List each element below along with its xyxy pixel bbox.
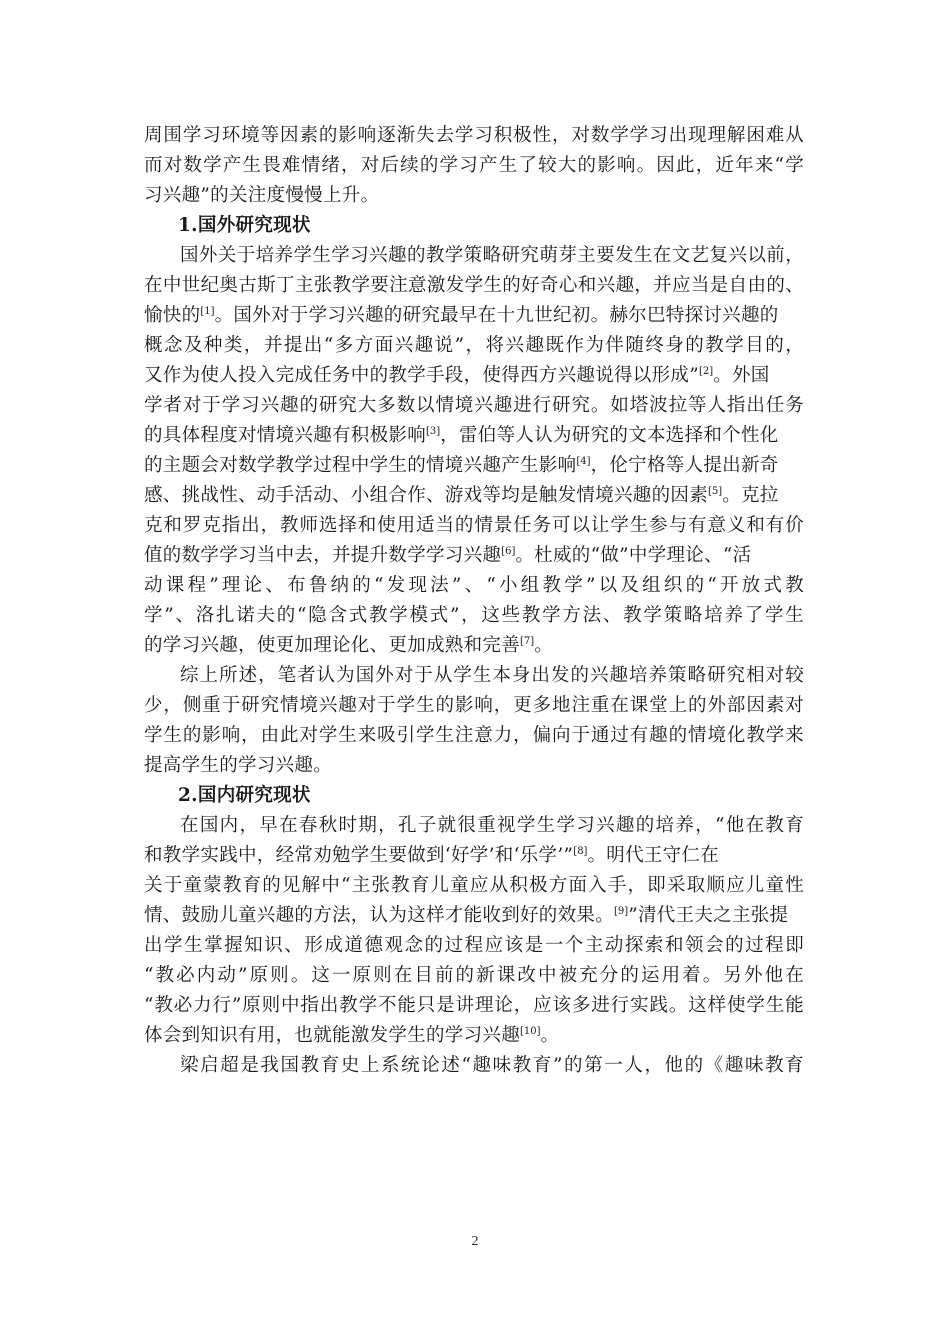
paragraph-line: 少，侧重于研究情境兴趣对于学生的影响，更多地注重在课堂上的外部因素对 <box>144 695 804 716</box>
text-run: 。明代王守仁在 <box>587 845 720 866</box>
paragraph-line: 学生的影响，由此对学生来吸引学生注意力，偏向于通过有趣的情境化教学来 <box>144 725 804 746</box>
text-run: 又作为使人投入完成任务中的教学手段，使得西方兴趣说得以形成” <box>144 365 699 386</box>
text-run: 。外国 <box>713 365 770 386</box>
paragraph-line <box>144 361 804 391</box>
paragraph-line: 克和罗克指出，教师选择和使用适当的情景任务可以让学生参与有意义和有价 <box>144 515 804 536</box>
paragraph-line <box>144 1021 804 1051</box>
text-run: ，伦宁格等人提出新奇 <box>590 455 779 476</box>
text-run: 。 <box>534 635 553 656</box>
paragraph-line: 周围学习环境等因素的影响逐渐失去学习积极性，对数学学习出现理解困难从 <box>144 125 804 146</box>
text-run: 值的数学学习当中去，并提升数学学习兴趣 <box>144 545 502 566</box>
text-run: 。国外对于学习兴趣的研究最早在十九世纪初。赫尔巴特探讨兴趣的 <box>214 305 779 326</box>
text-run: 。 <box>540 1025 560 1046</box>
paragraph-line <box>144 451 804 481</box>
text-run: 和教学实践中，经常劝勉学生要做到‘好学’和‘乐学’” <box>144 845 574 866</box>
citation-4: [4] <box>576 456 591 467</box>
paragraph-line <box>144 841 804 871</box>
paragraph-line: 关于童蒙教育的见解中“主张教育儿童应从积极方面入手，即采取顺应儿童性 <box>144 875 804 896</box>
citation-1: [1] <box>200 306 215 317</box>
body-text <box>144 121 804 1081</box>
citation-7: [7] <box>520 636 535 647</box>
section-heading-domestic-research: 2.国内研究现状 <box>178 785 311 806</box>
paragraph-line <box>144 481 804 511</box>
paragraph-line: 在中世纪奥古斯丁主张教学要注意激发学生的好奇心和兴趣，并应当是自由的、 <box>144 275 804 296</box>
paragraph-line: “教必力行”原则中指出教学不能只是讲理论，应该多进行实践。这样使学生能 <box>144 995 804 1016</box>
paragraph-line: 习兴趣”的关注度慢慢上升。 <box>144 185 380 206</box>
section-heading-foreign-research: 1.国外研究现状 <box>178 215 311 236</box>
paragraph-line <box>144 541 804 571</box>
text-run: 体会到知识有用，也就能激发学生的学习兴趣 <box>144 1025 521 1046</box>
paragraph-line <box>144 421 804 451</box>
text-run: 的学习兴趣，使更加理论化、更加成熟和完善 <box>144 635 521 656</box>
text-run: 的具体程度对情境兴趣有积极影响 <box>144 425 427 446</box>
paragraph-line: 学”、洛扎诺夫的“隐含式教学模式”，这些教学方法、教学策略培养了学生 <box>144 605 804 626</box>
paragraph-line <box>144 631 804 661</box>
paragraph-line: 学者对于学习兴趣的研究大多数以情境兴趣进行研究。如塔波拉等人指出任务 <box>144 395 804 416</box>
text-run: 的主题会对数学教学过程中学生的情境兴趣产生影响 <box>144 455 577 476</box>
citation-5: [5] <box>708 486 723 497</box>
paragraph-line: 国外关于培养学生学习兴趣的教学策略研究萌芽主要发生在文艺复兴以前， <box>180 245 804 266</box>
paragraph-line: 而对数学产生畏难情绪，对后续的学习产生了较大的影响。因此，近年来“学 <box>144 155 804 176</box>
paragraph-line: 梁启超是我国教育史上系统论述“趣味教育”的第一人，他的《趣味教育 <box>180 1055 804 1076</box>
citation-10: [10] <box>520 1026 541 1037</box>
paragraph-line: 综上所述，笔者认为国外对于从学生本身出发的兴趣培养策略研究相对较 <box>180 665 804 686</box>
paragraph-line: 动课程”理论、布鲁纳的“发现法”、“小组教学”以及组织的“开放式教 <box>144 575 804 596</box>
paragraph-line: 出学生掌握知识、形成道德观念的过程应该是一个主动探索和领会的过程即 <box>144 935 804 956</box>
page-number: 2 <box>471 1234 479 1249</box>
paragraph-line: 在国内，早在春秋时期，孔子就很重视学生学习兴趣的培养，“他在教育 <box>180 815 804 836</box>
text-run: ，雷伯等人认为研究的文本选择和个性化 <box>440 425 779 446</box>
paragraph-line: 概念及种类，并提出“多方面兴趣说”，将兴趣既作为伴随终身的教学目的， <box>144 335 804 356</box>
citation-6: [6] <box>501 546 516 557</box>
text-run: 感、挑战性、动手活动、小组合作、游戏等均是触发情境兴趣的因素 <box>144 485 709 506</box>
text-run: 情、鼓励儿童兴趣的方法，认为这样才能收到好的效果。 <box>144 905 615 926</box>
citation-3: [3] <box>426 426 441 437</box>
paragraph-line: “教必内动”原则。这一原则在目前的新课改中被充分的运用着。另外他在 <box>144 965 804 986</box>
paragraph-line <box>144 301 804 331</box>
citation-2: [2] <box>698 366 714 377</box>
text-run: 。克拉 <box>722 485 779 506</box>
citation-9: [9] <box>614 906 629 917</box>
text-run: 愉快的 <box>144 305 201 326</box>
text-run: 。杜威的“做”中学理论、“活 <box>515 545 752 566</box>
citation-8: [8] <box>573 846 588 857</box>
paragraph-line: 提高学生的学习兴趣。 <box>144 755 333 776</box>
paragraph-line <box>144 901 804 931</box>
text-run: ”清代王夫之主张提 <box>628 905 789 926</box>
